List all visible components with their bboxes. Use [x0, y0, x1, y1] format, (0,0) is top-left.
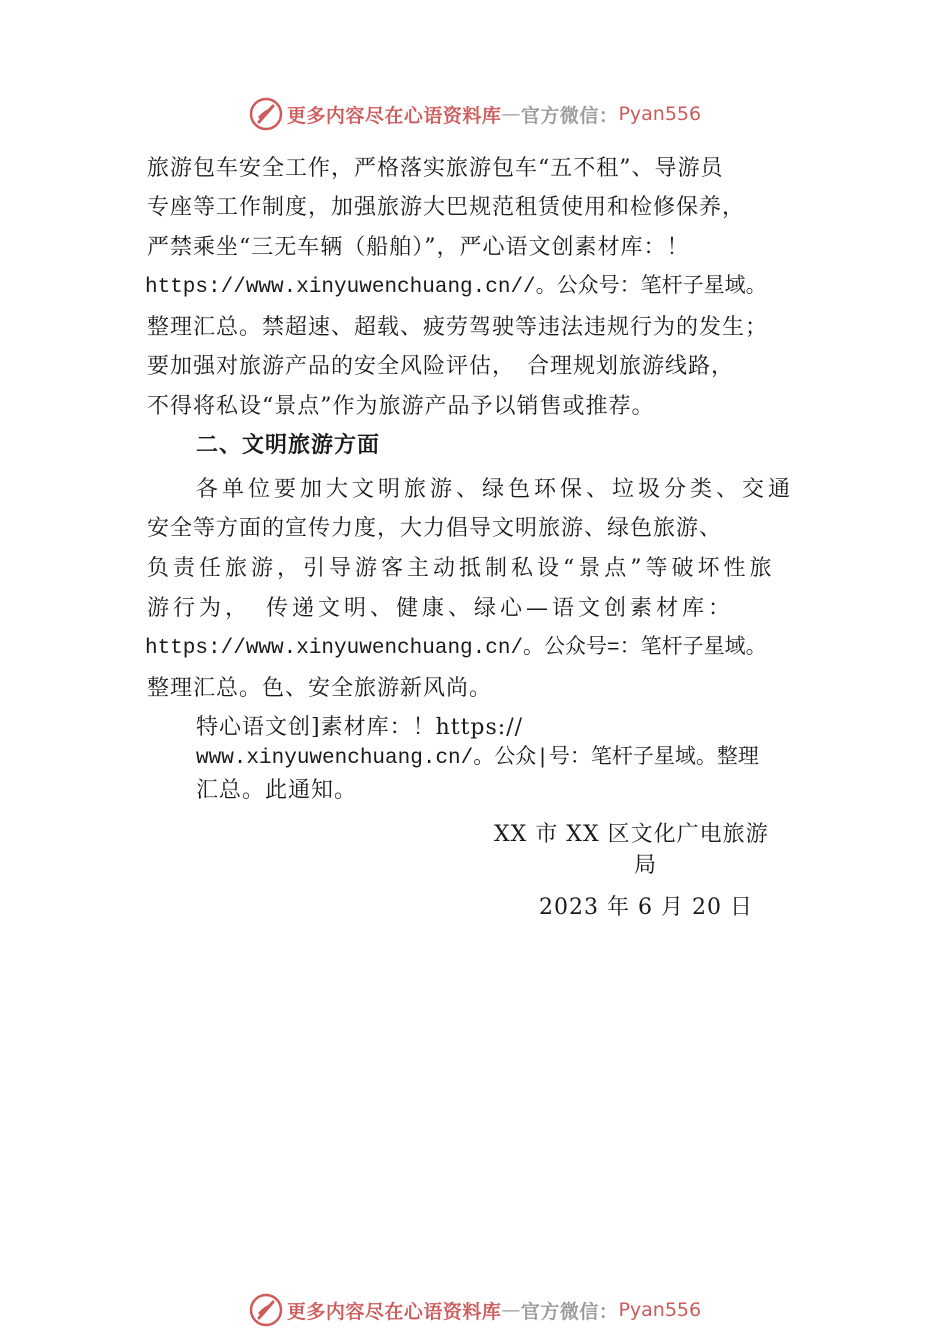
banner-main-text: 更多内容尽在心语资料库: [286, 104, 502, 127]
signature-org: XX 市 XX 区文化广电旅游: [494, 822, 769, 847]
signature-org-cont: 局: [634, 853, 658, 878]
body-line-url: www.xinyuwenchuang.cn/。公众|号：笔杆子星域。整理: [196, 747, 759, 770]
banner-separator: —: [501, 1299, 521, 1321]
quill-logo-icon: [249, 97, 283, 131]
header-banner: [0, 94, 950, 134]
body-line: 安全等方面的宣传力度，大力倡导文明旅游、绿色旅游、: [147, 516, 723, 541]
body-line: 各单位要加大文明旅游、绿色环保、垃圾分类、交通: [196, 477, 795, 502]
banner-main-text: 更多内容尽在心语资料库: [286, 1300, 502, 1323]
body-line: 整理汇总。色、安全旅游新风尚。: [147, 676, 493, 701]
signature-date: 2023 年 6 月 20 日: [539, 895, 753, 920]
footer-banner: [0, 1290, 950, 1330]
body-line: 特心语文创]素材库：！https://: [196, 715, 524, 740]
body-line-url: https://www.xinyuwenchuang.cn/。公众号=：笔杆子星域。: [145, 637, 767, 660]
body-line: 严禁乘坐“三无车辆（船舶）”，严心语文创素材库：！: [147, 235, 690, 260]
body-line: 专座等工作制度，加强旅游大巴规范租赁使用和检修保养，: [147, 195, 746, 220]
banner-wechat-label: 官方微信：: [520, 1300, 619, 1323]
section-heading: 二、文明旅游方面: [196, 433, 381, 458]
body-line: 要加强对旅游产品的安全风险评估， 合理规划旅游线路，: [147, 354, 735, 379]
body-line-url: https://www.xinyuwenchuang.cn//。公众号：笔杆子星域。: [145, 276, 767, 299]
body-line: 游行为， 传递文明、健康、绿心—语文创素材库：: [147, 596, 735, 621]
body-line: 不得将私设“景点”作为旅游产品予以销售或推荐。: [147, 394, 655, 419]
body-line: 负责任旅游，引导游客主动抵制私设“景点”等破坏性旅: [147, 556, 776, 581]
body-line: 汇总。此通知。: [196, 778, 358, 803]
body-line: 整理汇总。禁超速、超载、疲劳驾驶等违法违规行为的发生；: [147, 315, 769, 340]
banner-wechat-id: Pyan556: [618, 1299, 702, 1321]
banner-wechat-id: Pyan556: [618, 103, 702, 125]
quill-logo-icon: [249, 1293, 283, 1327]
banner-separator: —: [501, 103, 521, 125]
body-line: 旅游包车安全工作，严格落实旅游包车“五不租”、导游员: [147, 156, 724, 181]
banner-wechat-label: 官方微信：: [520, 104, 619, 127]
